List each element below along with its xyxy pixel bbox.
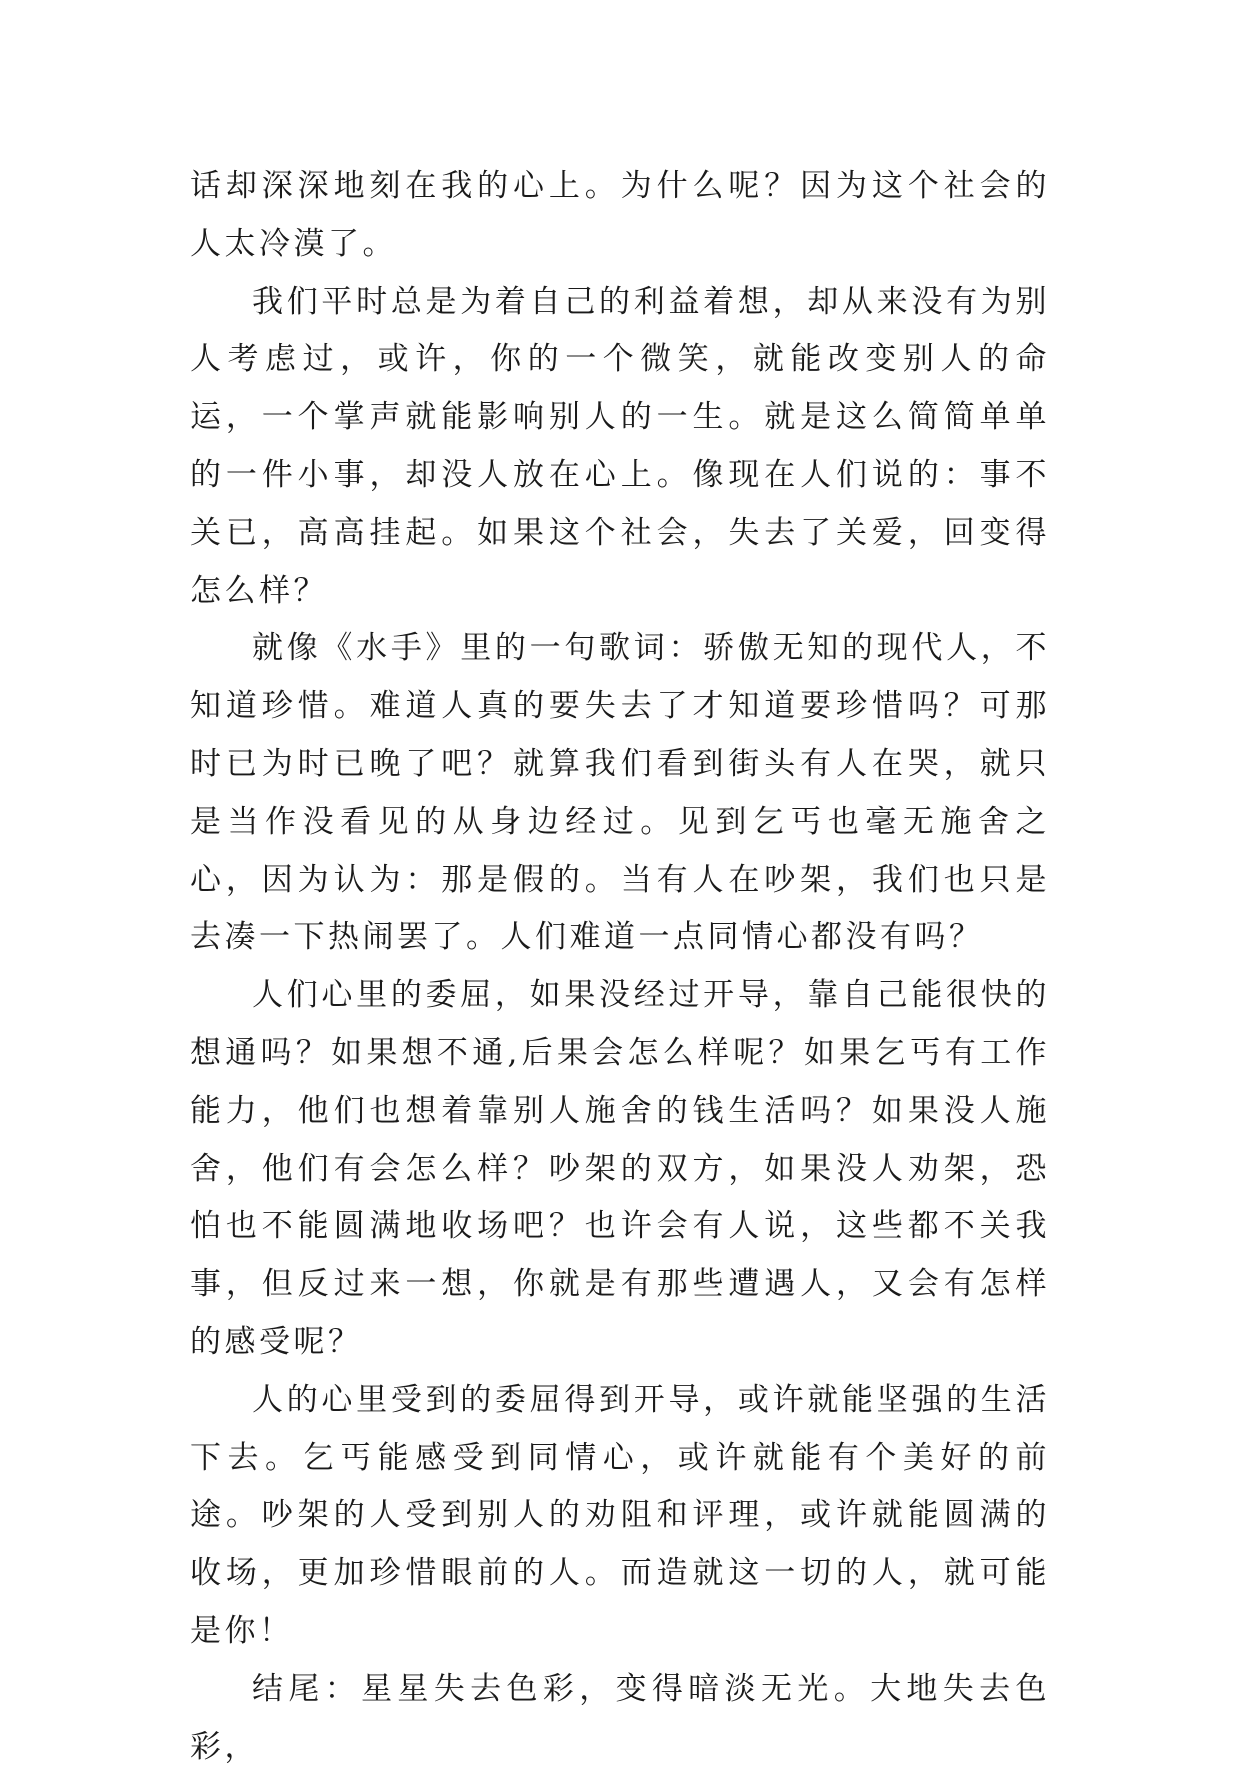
paragraph: 人们心里的委屈，如果没经过开导，靠自己能很快的想通吗？如果想不通,后果会怎么样呢？如果乞丐有工作能力，他们也想着靠别人施舍的钱生活吗？如果没人施舍，他们有会怎么样？吵架的双方，如果没人劝架，恐怕也不能圆满地收场吧？也许会有人说，这些都不关我事，但反过来一想，你就是有那些遭遇人，又会有怎样的感受呢？ [190, 977, 1050, 1360]
paragraph-continuation: 话却深深地刻在我的心上。为什么呢？因为这个社会的人太冷漠了。 [190, 168, 1050, 262]
paragraph: 我们平时总是为着自己的利益着想，却从来没有为别人考虑过，或许，你的一个微笑，就能改变别人的命运，一个掌声就能影响别人的一生。就是这么简简单单的一件小事，却没人放在心上。像现在人们说的：事不关已，高高挂起。如果这个社会，失去了关爱，回变得怎么样？ [190, 283, 1050, 609]
paragraph-closing: 结尾：星星失去色彩，变得暗淡无光。大地失去色彩， [190, 1670, 1050, 1765]
document-body [190, 158, 1050, 1776]
paragraph: 就像《水手》里的一句歌词：骄傲无知的现代人，不知道珍惜。难道人真的要失去了才知道要珍惜吗？可那时已为时已晚了吧？就算我们看到街头有人在哭，就只是当作没看见的从身边经过。见到乞丐也毫无施舍之心，因为认为：那是假的。当有人在吵架，我们也只是去凑一下热闹罢了。人们难道一点同情心都没有吗？ [190, 630, 1050, 956]
paragraph: 人的心里受到的委屈得到开导，或许就能坚强的生活下去。乞丐能感受到同情心，或许就能有个美好的前途。吵架的人受到别人的劝阻和评理，或许就能圆满的收场，更加珍惜眼前的人。而造就这一切的人，就可能是你！ [190, 1381, 1050, 1649]
